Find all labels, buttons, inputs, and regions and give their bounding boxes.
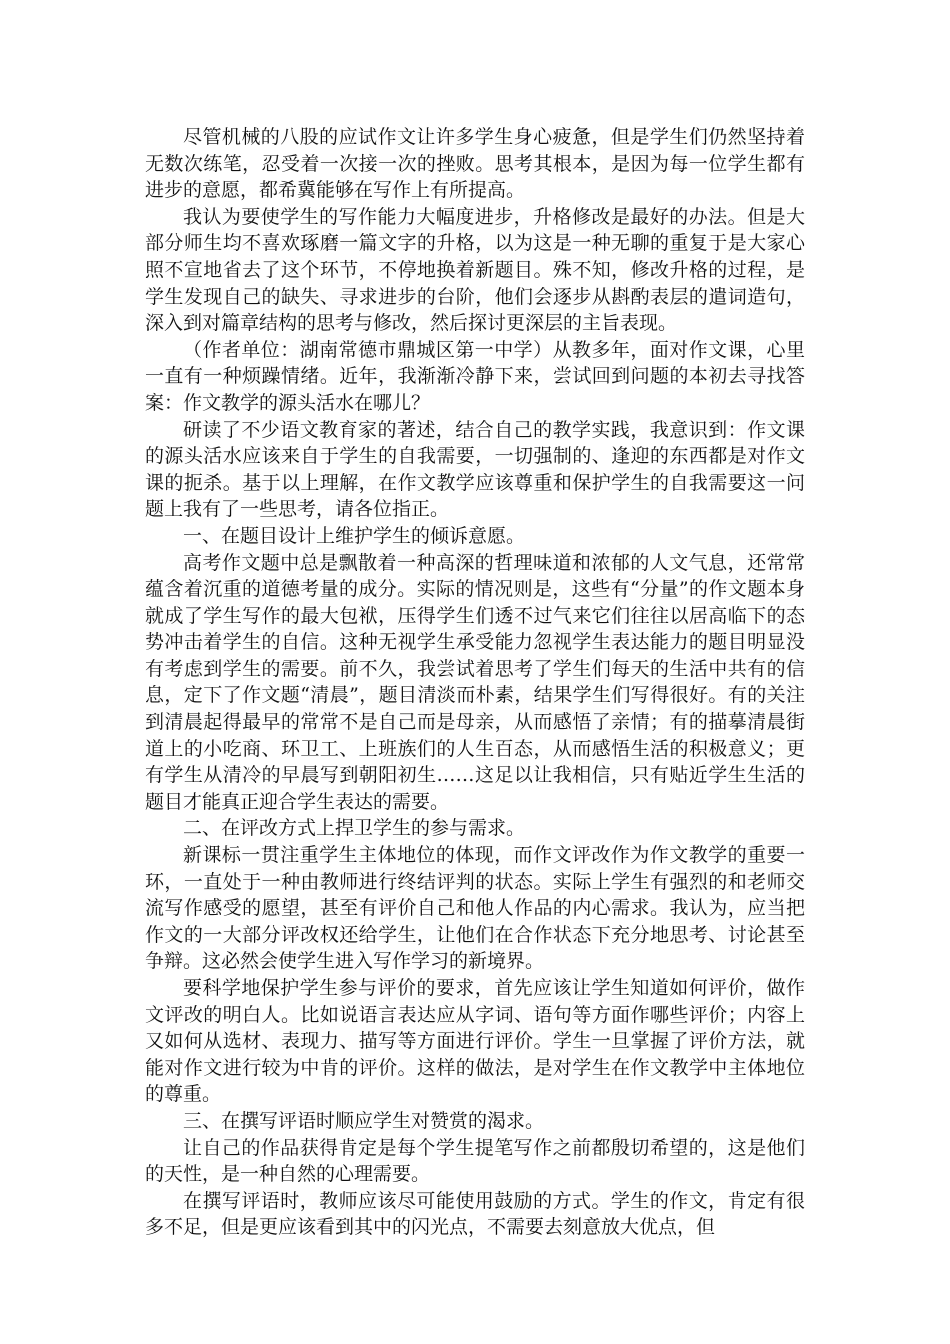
paragraph-5: 高考作文题中总是飘散着一种高深的哲理味道和浓郁的人文气息，还常常蕴含着沉重的道德考量的成分。实际的情况则是，这些有“分量”的作文题本身就成了学生写作的最大包袱，压得学生们透不过气来它们往往以居高临下的态势冲击着学生的自信。这种无视学生承受能力忽视学生表达能力的题目明显没有考虑到学生的需要。前不久，我尝试着思考了学生们每天的生活中共有的信息，定下了作文题“清晨”，题目清淡而朴素，结果学生们写得很好。有的关注到清晨起得最早的常常不是自己而是母亲，从而感悟了亲情；有的描摹清晨街道上的小吃商、环卫工、上班族们的人生百态，从而感悟生活的积极意义；更有学生从清冷的早晨写到朝阳初生……这足以让我相信，只有贴近学生生活的题目才能真正迎合学生表达的需要。 (145, 551, 805, 813)
paragraph-1: 尽管机械的八股的应试作文让许多学生身心疲惫，但是学生们仍然坚持着无数次练笔，忍受着一次接一次的挫败。思考其根本，是因为每一位学生都有进步的意愿，都希冀能够在写作上有所提高。 (145, 126, 805, 202)
paragraph-7: 要科学地保护学生参与评价的要求，首先应该让学生知道如何评价，做作文评改的明白人。比如说语言表达应从字词、语句等方面作哪些评价；内容上又如何从选材、表现力、描写等方面进行评价。学生一旦掌握了评价方法，就能对作文进行较为中肯的评价。这样的做法，是对学生在作文教学中主体地位的尊重。 (145, 977, 805, 1106)
paragraph-6: 新课标一贯注重学生主体地位的体现，而作文评改作为作文教学的重要一环，一直处于一种由教师进行终结评判的状态。实际上学生有强烈的和老师交流写作感受的愿望，甚至有评价自己和他人作品的内心需求。我认为，应当把作文的一大部分评改权还给学生，让他们在合作状态下充分地思考、讨论甚至争辩。这必然会使学生进入写作学习的新境界。 (145, 844, 805, 973)
section-heading-2: 二、在评改方式上捍卫学生的参与需求。 (183, 817, 526, 840)
paragraph-4: 研读了不少语文教育家的著述，结合自己的教学实践，我意识到：作文课的源头活水应该来自于学生的自我需要，一切强制的、逢迎的东西都是对作文课的扼杀。基于以上理解，在作文教学应该尊重和保护学生的自我需要这一问题上我有了一些思考，请各位指正。 (145, 418, 805, 521)
paragraph-2: 我认为要使学生的写作能力大幅度进步，升格修改是最好的办法。但是大部分师生均不喜欢琢磨一篇文字的升格，以为这是一种无聊的重复于是大家心照不宣地省去了这个环节，不停地换着新题目。殊不知，修改升格的过程，是学生发现自己的缺失、寻求进步的台阶，他们会逐步从斟酌表层的遣词造句，深入到对篇章结构的思考与修改，然后探讨更深层的主旨表现。 (145, 205, 805, 335)
document-body (145, 124, 805, 1241)
paragraph-8: 让自己的作品获得肯定是每个学生提笔写作之前都殷切希望的，这是他们的天性，是一种自然的心理需要。 (145, 1136, 805, 1186)
section-heading-3: 三、在撰写评语时顺应学生对赞赏的渴求。 (183, 1109, 545, 1132)
section-heading-1: 一、在题目设计上维护学生的倾诉意愿。 (183, 524, 526, 547)
paragraph-3: （作者单位：湖南常德市鼎城区第一中学）从教多年，面对作文课，心里一直有一种烦躁情绪。近年，我渐渐冷静下来，尝试回到问题的本初去寻找答案：作文教学的源头活水在哪儿？ (145, 338, 805, 414)
paragraph-9: 在撰写评语时，教师应该尽可能使用鼓励的方式。学生的作文，肯定有很多不足，但是更应该看到其中的闪光点，不需要去刻意放大优点，但 (145, 1189, 805, 1239)
